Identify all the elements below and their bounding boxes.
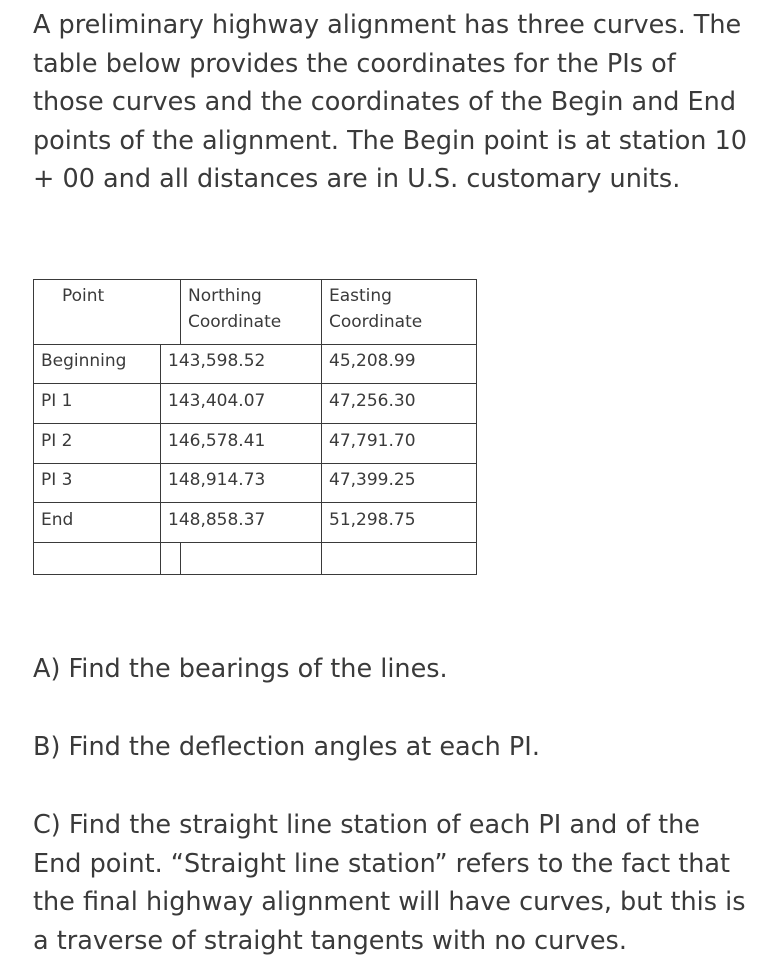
table-rule	[321, 279, 322, 575]
header-northing: Northing	[188, 286, 262, 306]
table-rule	[33, 383, 477, 384]
header-easting-sub: Coordinate	[329, 312, 423, 332]
problem-intro: A preliminary highway alignment has three curves. The table below provides the coordinates for the PIs of those curves and the coordinates of the Begin and End points of the alignment. The Begin point is at station 10 + 00 and all distances are in U.S. customary units.	[33, 10, 748, 195]
table-row-northing: 148,858.37	[168, 510, 266, 530]
table-row-easting: 47,256.30	[329, 391, 416, 411]
coordinates-table	[33, 279, 477, 575]
header-easting: Easting	[329, 286, 392, 306]
header-point: Point	[62, 286, 105, 306]
table-row-easting: 47,399.25	[329, 470, 416, 490]
table-row-northing: 143,404.07	[168, 391, 266, 411]
table-row-northing: 148,914.73	[168, 470, 266, 490]
table-row-point: PI 2	[41, 431, 73, 451]
table-row-point: End	[41, 510, 74, 530]
table-rule	[33, 502, 477, 503]
table-row-northing: 143,598.52	[168, 351, 266, 371]
table-rule	[33, 463, 477, 464]
table-rule	[33, 344, 477, 345]
table-rule	[180, 279, 181, 345]
table-rule	[33, 574, 477, 575]
question-a: A) Find the bearings of the lines.	[33, 654, 448, 684]
table-rule	[33, 279, 34, 575]
table-row-point: Beginning	[41, 351, 127, 371]
table-rule	[33, 542, 477, 543]
table-rule	[180, 542, 181, 575]
table-rule	[160, 344, 161, 575]
question-b: B) Find the deflection angles at each PI.	[33, 732, 540, 762]
table-row-easting: 51,298.75	[329, 510, 416, 530]
question-c: C) Find the straight line station of each PI and of the End point. “Straight line station” refers to the fact that the final highway alignment will have curves, but this is a traverse of straight tangents with no curves.	[33, 810, 746, 956]
table-row-point: PI 1	[41, 391, 73, 411]
table-row-easting: 45,208.99	[329, 351, 416, 371]
table-rule	[33, 279, 477, 280]
table-row-northing: 146,578.41	[168, 431, 266, 451]
header-northing-sub: Coordinate	[188, 312, 282, 332]
table-rule	[476, 279, 477, 575]
table-rule	[33, 423, 477, 424]
table-row-easting: 47,791.70	[329, 431, 416, 451]
table-row-point: PI 3	[41, 470, 73, 490]
